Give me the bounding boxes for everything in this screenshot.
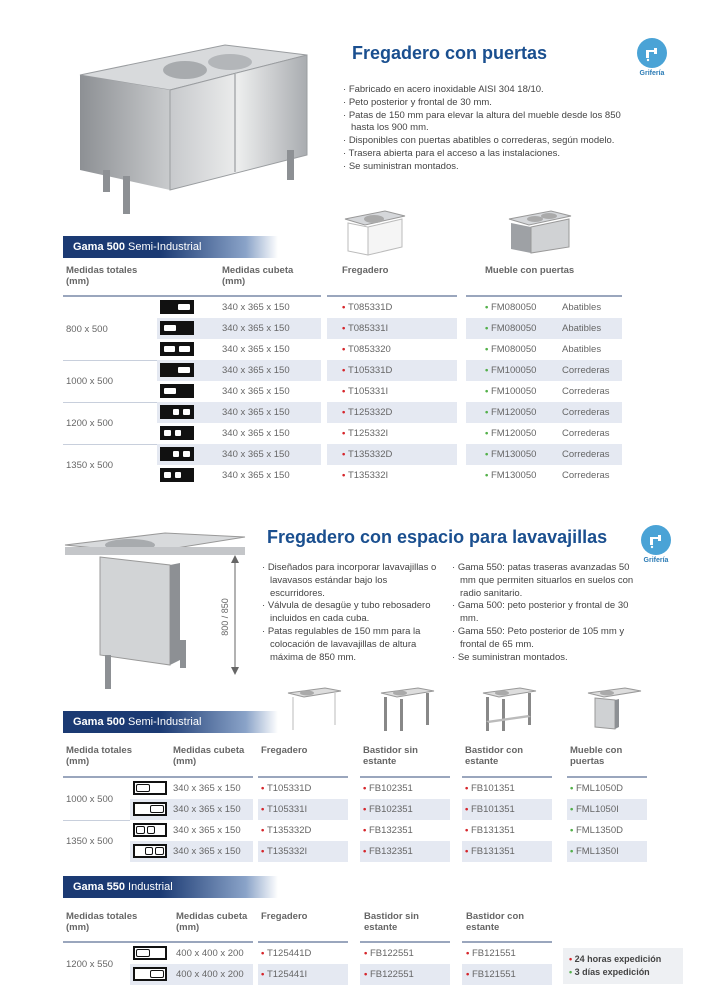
cubeta-size: 340 x 365 x 150 xyxy=(222,365,290,376)
bastidor-con-code: • FB101351 xyxy=(465,778,515,799)
section2-features-right xyxy=(452,562,638,664)
feature-item: · Patas de 150 mm para elevar la altura del mueble desde los 850 hasta los 900 mm. xyxy=(343,110,633,136)
fregadero-code: • T105331D xyxy=(342,360,392,381)
sink-icon xyxy=(160,300,194,314)
mueble-code: • FML1350D xyxy=(570,820,623,841)
faucet-icon xyxy=(641,525,671,555)
feature-item: · Gama 550: Peto posterior de 105 mm y frontal de 65 mm. xyxy=(452,626,638,652)
feature-item: · Disponibles con puertas abatibles o correderas, según modelo. xyxy=(343,135,633,148)
cubeta-size: 340 x 365 x 150 xyxy=(222,470,290,481)
bastidor-sin-code: • FB102351 xyxy=(363,778,413,799)
gama550-bar xyxy=(63,876,278,898)
group-divider xyxy=(63,402,157,403)
fregadero-code: • T085331I xyxy=(342,318,388,339)
dimension-label: 800 / 850 xyxy=(220,598,230,636)
fregadero-code: • T135332I xyxy=(342,465,388,486)
col-medidas: Medidas totales (mm) xyxy=(66,265,138,287)
bastidor-con-code: • FB121551 xyxy=(466,943,516,964)
col-cubeta: Medidas cubeta (mm) xyxy=(173,745,245,767)
col-bastidor-sin: Bastidor sin estante xyxy=(363,745,418,767)
feature-item: · Gama 500: peto posterior y frontal de 30 mm. xyxy=(452,600,638,626)
section1-features xyxy=(343,84,633,174)
total-size: 1000 x 500 xyxy=(66,376,114,387)
bastidor-con-code: • FB131351 xyxy=(465,820,515,841)
cubeta-size: 400 x 400 x 200 xyxy=(176,948,244,959)
fregadero-code: • T105331I xyxy=(342,381,388,402)
col-bastidor-sin: Bastidor sin estante xyxy=(364,911,419,933)
group-divider xyxy=(63,444,157,445)
fregadero-code: • T105331I xyxy=(261,799,307,820)
door-type: Correderas xyxy=(562,407,610,418)
total-size: 1200 x 500 xyxy=(66,418,114,429)
sink-icon xyxy=(160,384,194,398)
fregadero-code: • T135332D xyxy=(342,444,392,465)
mueble-code: • FM120050 xyxy=(485,402,536,423)
bastidor-sin-code: • FB102351 xyxy=(363,799,413,820)
total-size: 800 x 500 xyxy=(66,323,108,335)
section1-title: Fregadero con puertas xyxy=(352,43,548,63)
sink-icon xyxy=(133,844,167,858)
total-size: 1200 x 550 xyxy=(66,959,114,970)
cubeta-size: 340 x 365 x 150 xyxy=(222,323,290,334)
mueble-code: • FML1050D xyxy=(570,778,623,799)
door-type: Abatibles xyxy=(562,302,602,313)
cubeta-size: 340 x 365 x 150 xyxy=(173,825,241,836)
gama-label: Gama 550 xyxy=(73,881,125,893)
bastidor-con-code: • FB121551 xyxy=(466,964,516,985)
mueble-code: • FM100050 xyxy=(485,381,536,402)
faucet-icon xyxy=(637,38,667,68)
sink-icon xyxy=(160,447,194,461)
feature-item: · Se suministran montados. xyxy=(452,652,638,665)
gama-type: Semi-Industrial xyxy=(124,716,202,728)
cubeta-size: 340 x 365 x 150 xyxy=(222,344,290,355)
sink-cabinet-photo xyxy=(75,30,315,220)
shipping-legend xyxy=(563,948,683,984)
sink-icon xyxy=(133,946,167,960)
door-type: Abatibles xyxy=(562,323,602,334)
col-fregadero: Fregadero xyxy=(261,745,308,756)
mueble-code: • FML1050I xyxy=(570,799,619,820)
sink-icon xyxy=(160,468,194,482)
col-cubeta: Medidas cubeta (mm) xyxy=(222,265,294,287)
mueble-code: • FM130050 xyxy=(485,444,536,465)
cubeta-size: 340 x 365 x 150 xyxy=(222,386,290,397)
col-mueble: Mueble con puertas xyxy=(485,265,575,276)
door-type: Correderas xyxy=(562,470,610,481)
gama-label: Gama 500 xyxy=(73,241,125,253)
bastidor-sin-thumb xyxy=(378,685,436,733)
fregadero-code: • T125332D xyxy=(342,402,392,423)
col-bastidor-con: Bastidor con estante xyxy=(465,745,524,767)
fregadero-thumb xyxy=(340,207,410,259)
mueble-code: • FM130050 xyxy=(485,465,536,486)
feature-item: · Se suministran montados. xyxy=(343,161,633,174)
fregadero-code: • T0853320 xyxy=(342,339,391,360)
door-type: Correderas xyxy=(562,386,610,397)
mueble-thumb xyxy=(505,207,575,259)
door-type: Abatibles xyxy=(562,344,602,355)
col-medidas: Medidas totales (mm) xyxy=(66,911,138,933)
feature-item: · Patas regulables de 150 mm para la colocación de lavavajillas de altura máxima de 850 mm. xyxy=(262,626,444,664)
mueble-code: • FM080050 xyxy=(485,339,536,360)
group-divider xyxy=(63,360,157,361)
feature-item: · Gama 550: patas traseras avanzadas 50 mm que permiten situarlos en suelos con radio sanitario. xyxy=(452,562,638,600)
col-medida: Medida totales (mm) xyxy=(66,745,132,767)
fregadero-code: • T105331D xyxy=(261,778,311,799)
col-cubeta: Medidas cubeta (mm) xyxy=(176,911,248,933)
feature-item: · Trasera abierta para el acceso a las instalaciones. xyxy=(343,148,633,161)
bastidor-sin-code: • FB132351 xyxy=(363,841,413,862)
fregadero-code: • T135332I xyxy=(261,841,307,862)
feature-item: · Fabricado en acero inoxidable AISI 304 18/10. xyxy=(343,84,633,97)
bastidor-sin-code: • FB132351 xyxy=(363,820,413,841)
total-size: 1000 x 500 xyxy=(66,794,114,805)
sink-icon xyxy=(133,823,167,837)
cubeta-size: 400 x 400 x 200 xyxy=(176,969,244,980)
cubeta-size: 340 x 365 x 150 xyxy=(173,804,241,815)
gama500-bar xyxy=(63,236,278,258)
col-mueble: Mueble con puertas xyxy=(570,745,623,767)
fregadero-thumb xyxy=(285,685,343,733)
feature-item: · Peto posterior y frontal de 30 mm. xyxy=(343,97,633,110)
gama-type: Industrial xyxy=(124,881,173,893)
cubeta-size: 340 x 365 x 150 xyxy=(222,428,290,439)
sink-icon xyxy=(160,405,194,419)
mueble-code: • FM080050 xyxy=(485,318,536,339)
col-fregadero: Fregadero xyxy=(342,265,389,276)
bastidor-sin-code: • FB122551 xyxy=(364,943,414,964)
door-type: Correderas xyxy=(562,365,610,376)
cubeta-size: 340 x 365 x 150 xyxy=(173,783,241,794)
cubeta-size: 340 x 365 x 150 xyxy=(222,407,290,418)
sink-icon xyxy=(160,363,194,377)
total-size: 1350 x 500 xyxy=(66,836,114,847)
sink-icon xyxy=(133,967,167,981)
mueble-code: • FM120050 xyxy=(485,423,536,444)
group-divider xyxy=(63,820,130,821)
cubeta-size: 340 x 365 x 150 xyxy=(222,302,290,313)
mueble-code: • FM100050 xyxy=(485,360,536,381)
gama500-bar xyxy=(63,711,278,733)
door-type: Correderas xyxy=(562,428,610,439)
section2-title: Fregadero con espacio para lavavajillas xyxy=(267,527,608,547)
bastidor-con-thumb xyxy=(480,685,538,733)
faucet-badge xyxy=(641,525,676,564)
sink-icon xyxy=(160,342,194,356)
gama-label: Gama 500 xyxy=(73,716,125,728)
legend-green: • 3 días expedición xyxy=(569,966,677,979)
bastidor-con-code: • FB101351 xyxy=(465,799,515,820)
col-fregadero: Fregadero xyxy=(261,911,308,922)
bastidor-con-code: • FB131351 xyxy=(465,841,515,862)
bastidor-sin-code: • FB122551 xyxy=(364,964,414,985)
fregadero-code: • T135332D xyxy=(261,820,311,841)
mueble-code: • FM080050 xyxy=(485,297,536,318)
fregadero-code: • T125441I xyxy=(261,964,307,985)
badge-label: Grifería xyxy=(643,557,669,564)
badge-label: Grifería xyxy=(639,70,665,77)
feature-item: · Válvula de desagüe y tubo rebosadero incluidos en cada cuba. xyxy=(262,600,444,626)
sink-icon xyxy=(133,781,167,795)
fregadero-code: • T125441D xyxy=(261,943,311,964)
legend-red: • 24 horas expedición xyxy=(569,953,677,966)
cubeta-size: 340 x 365 x 150 xyxy=(222,449,290,460)
door-type: Correderas xyxy=(562,449,610,460)
faucet-badge xyxy=(637,38,672,77)
sink-icon xyxy=(133,802,167,816)
sink-icon xyxy=(160,426,194,440)
total-size: 1350 x 500 xyxy=(66,460,114,471)
sink-icon xyxy=(160,321,194,335)
fregadero-code: • T125332I xyxy=(342,423,388,444)
mueble-code: • FML1350I xyxy=(570,841,619,862)
col-bastidor-con: Bastidor con estante xyxy=(466,911,525,933)
mueble-thumb xyxy=(585,685,643,733)
section2-features-left xyxy=(262,562,444,664)
gama-type: Semi-Industrial xyxy=(124,241,202,253)
fregadero-code: • T085331D xyxy=(342,297,392,318)
cubeta-size: 340 x 365 x 150 xyxy=(173,846,241,857)
height-dimension xyxy=(228,555,242,675)
feature-item: · Diseñados para incorporar lavavajillas o lavavasos estándar bajo los escurridores. xyxy=(262,562,444,600)
